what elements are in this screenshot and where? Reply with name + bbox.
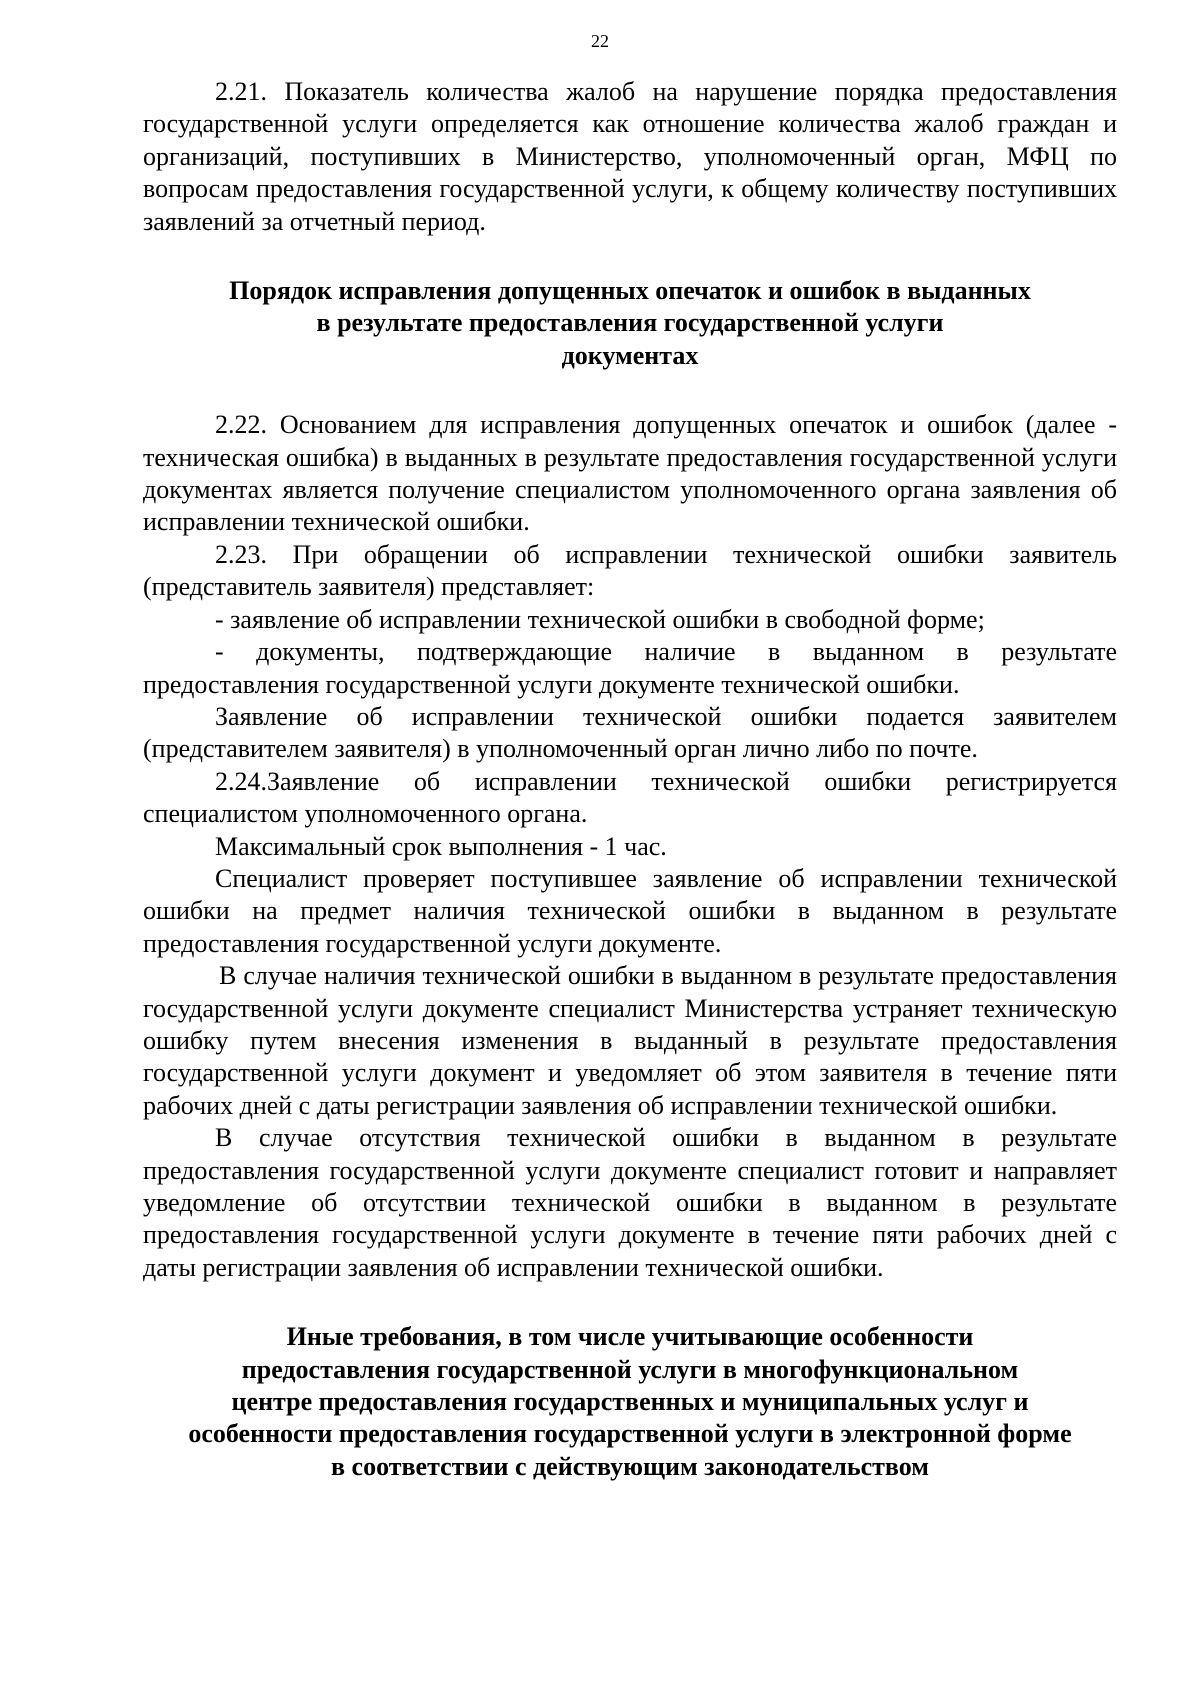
- heading-line: особенности предоставления государственной услуги в электронной форме: [188, 1419, 1072, 1449]
- heading-line: Иные требования, в том числе учитывающие особенности: [286, 1322, 974, 1352]
- heading-line: предоставления государственной услуги в многофункциональном: [241, 1354, 1019, 1384]
- document-body: [143, 76, 1117, 1483]
- paragraph-2-22: 2.22. Основанием для исправления допущенных опечаток и ошибок (далее - техническая ошибка) в выданных в результате предоставления государственной услуги документах является получение специалистом уполномоченного органа заявления об исправлении технической ошибки.: [143, 410, 1117, 537]
- paragraph-submission: Заявление об исправлении технической ошибки подается заявителем (представителем заявителя) в уполномоченный орган лично либо по почте.: [143, 701, 1117, 764]
- heading-line: центре предоставления государственных и муниципальных услуг и: [231, 1387, 1029, 1417]
- list-item-application: - заявление об исправлении технической ошибки в свободной форме;: [215, 604, 985, 634]
- heading-line: в соответствии с действующим законодательством: [330, 1451, 929, 1481]
- list-item-documents: - документы, подтверждающие наличие в выданном в результате предоставления государственной услуги документе технической ошибки.: [143, 637, 1117, 699]
- page-number: 22: [591, 31, 609, 51]
- paragraph-2-24: 2.24.Заявление об исправлении технической ошибки регистрируется специалистом уполномоченного органа.: [143, 766, 1117, 829]
- paragraph-max-term: Максимальный срок выполнения - 1 час.: [215, 831, 667, 861]
- heading-line: в результате предоставления государственной услуги: [316, 308, 944, 338]
- paragraph-error-absent: В случае отсутствия технической ошибки в выданном в результате предоставления государственной услуги документе специалист готовит и направляет уведомление об отсутствии технической ошибки в выданном в результате предоставления государственной услуги документе в течение пяти рабочих дней с даты регистрации заявления об исправлении технической ошибки.: [143, 1123, 1117, 1282]
- paragraph-2-23: 2.23. При обращении об исправлении технической ошибки заявитель (представитель заявителя) представляет:: [143, 539, 1117, 602]
- heading-line: Порядок исправления допущенных опечаток и ошибок в выданных: [229, 276, 1031, 306]
- section-heading-error-correction: [143, 275, 1117, 372]
- paragraph-error-present: В случае наличия технической ошибки в выданном в результате предоставления государственной услуги документе специалист Министерства устраняет техническую ошибку путем внесения изменения в выданный в результате предоставления государственной услуги документ и уведомляет об этом заявителя в течение пяти рабочих дней с даты регистрации заявления об исправлении технической ошибки.: [143, 961, 1117, 1120]
- paragraph-specialist-check: Специалист проверяет поступившее заявление об исправлении технической ошибки на предмет наличия технической ошибки в выданном в результате предоставления государственной услуги документе.: [143, 863, 1117, 958]
- paragraph-2-21: 2.21. Показатель количества жалоб на нарушение порядка предоставления государственной услуги определяется как отношение количества жалоб граждан и организаций, поступивших в Министерство, уполномоченный орган, МФЦ по вопросам предоставления государственной услуги, к общему количеству поступивших заявлений за отчетный период.: [143, 77, 1117, 236]
- heading-line: документах: [561, 340, 699, 370]
- section-heading-other-requirements: [143, 1321, 1117, 1483]
